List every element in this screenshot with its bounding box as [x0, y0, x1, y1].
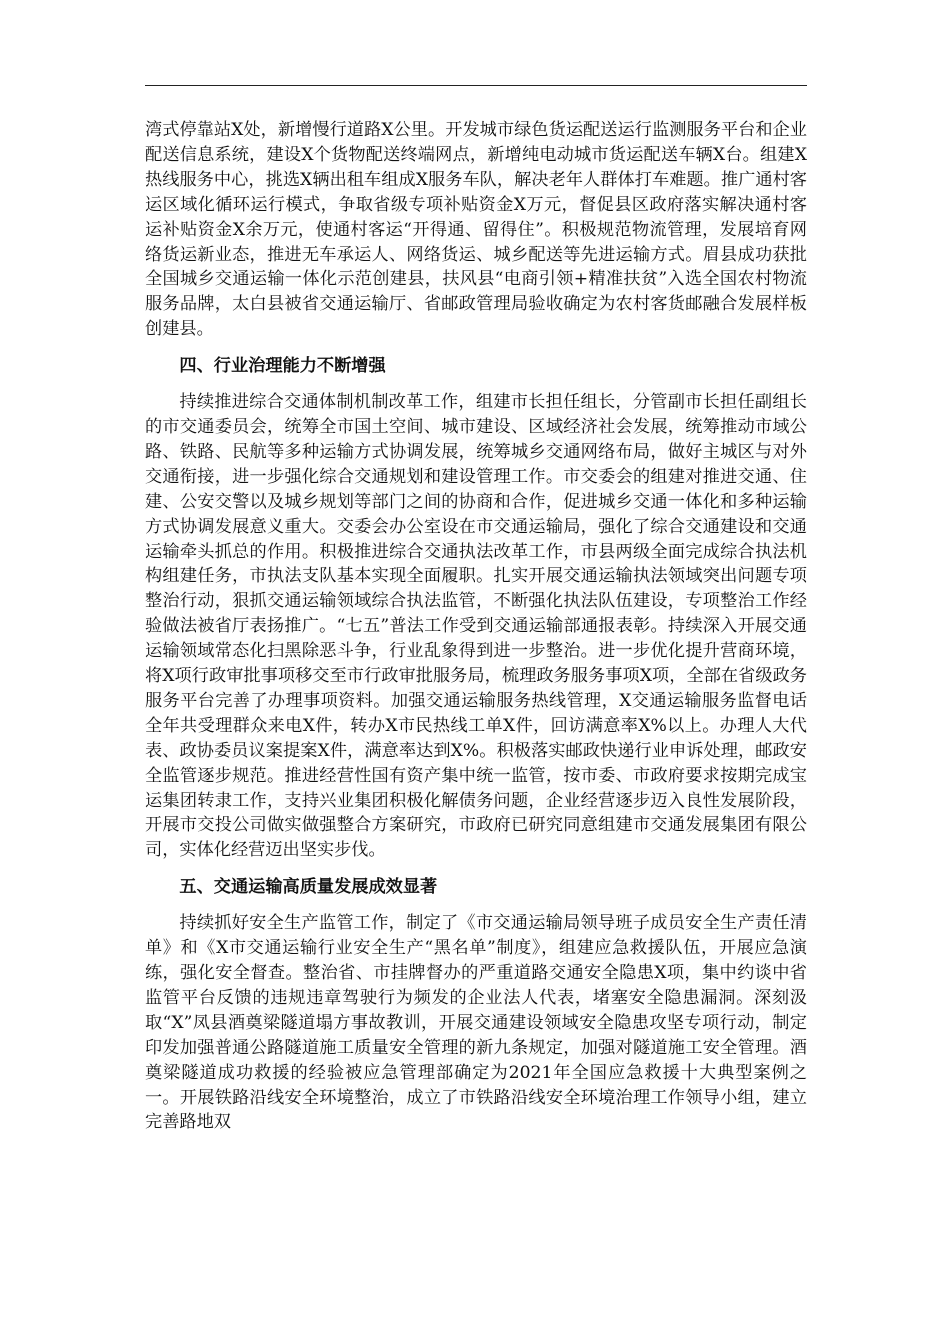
- paragraph-safety-supervision: 持续抓好安全生产监管工作，制定了《市交通运输局领导班子成员安全生产责任清单》和《X市交通运输行业安全生产“黑名单”制度》，组建应急救援队伍，开展应急演练，强化安全督查。整治省、市挂牌督办的严重道路交通安全隐患X项，集中约谈中省监管平台反馈的违规违章驾驶行为频发的企业法人代表，堵塞安全隐患漏洞。深刻汲取“X”凤县酒奠梁隧道塌方事故教训，开展交通建设领域安全隐患攻坚专项行动，制定印发加强普通公路隧道施工质量安全管理的新九条规定，加强对隧道施工安全管理。酒奠梁隧道成功救援的经验被应急管理部确定为2021年全国应急救援十大典型案例之一。开展铁路沿线安全环境整治，成立了市铁路沿线安全环境治理工作领导小组，建立完善路地双: [145, 913, 807, 1133]
- paragraph-industry-governance: 持续推进综合交通体制机制改革工作，组建市长担任组长，分管副市长担任副组长的市交通委员会，统筹全市国土空间、城市建设、区域经济社会发展，统筹推动市域公路、铁路、民航等多种运输方式协调发展，统筹城乡交通网络布局，做好主城区与对外交通衔接，进一步强化综合交通规划和建设管理工作。市交委会的组建对推进交通、住建、公安交警以及城乡规划等部门之间的协商和合作，促进城乡交通一体化和多种运输方式协调发展意义重大。交委会办公室设在市交通运输局，强化了综合交通建设和交通运输牵头抓总的作用。积极推进综合交通执法改革工作，市县两级全面完成综合执法机构组建任务，市执法支队基本实现全面履职。扎实开展交通运输执法领域突出问题专项整治行动，狠抓交通运输领域综合执法监管，不断强化执法队伍建设，专项整治工作经验做法被省厅表扬推广。“七五”普法工作受到交通运输部通报表彰。持续深入开展交通运输领域常态化扫黑除恶斗争，行业乱象得到进一步整治。进一步优化提升营商环境，将X项行政审批事项移交至市行政审批服务局，梳理政务服务事项X项，全部在省级政务服务平台完善了办理事项资料。加强交通运输服务热线管理，X交通运输服务监督电话全年共受理群众来电X件，转办X市民热线工单X件，回访满意率X%以上。办理人大代表、政协委员议案提案X件，满意率达到X%。积极落实邮政快递行业申诉处理，邮政安全监管逐步规范。推进经营性国有资产集中统一监管，按市委、市政府要求按期完成宝运集团转隶工作，支持兴业集团积极化解债务问题，企业经营逐步迈入良性发展阶段，开展市交投公司做实做强整合方案研究，市政府已研究同意组建市交通发展集团有限公司，实体化经营迈出坚实步伐。: [145, 392, 807, 861]
- header-rule: [145, 85, 807, 86]
- paragraph-rural-transport: 湾式停靠站X处，新增慢行道路X公里。开发城市绿色货运配送运行监测服务平台和企业配送信息系统，建设X个货物配送终端网点，新增纯电动城市货运配送车辆X台。组建X热线服务中心，挑选X辆出租车组成X服务车队，解决老年人群体打车难题。推广通村客运区域化循环运行模式，争取省级专项补贴资金X万元，督促县区政府落实解决通村客运补贴资金X余万元，使通村客运“开得通、留得住”。积极规范物流管理，发展培育网络货运新业态，推进无车承运人、网络货运、城乡配送等先进运输方式。眉县成功获批全国城乡交通运输一体化示范创建县，扶风县“电商引领+精准扶贫”入选全国农村物流服务品牌，太白县被省交通运输厅、省邮政管理局验收确定为农村客货邮融合发展样板创建县。: [145, 120, 807, 340]
- section-heading-5: 五、交通运输高质量发展成效显著: [179, 877, 438, 898]
- section-heading-4: 四、行业治理能力不断增强: [179, 356, 386, 377]
- document-body: [145, 118, 807, 1135]
